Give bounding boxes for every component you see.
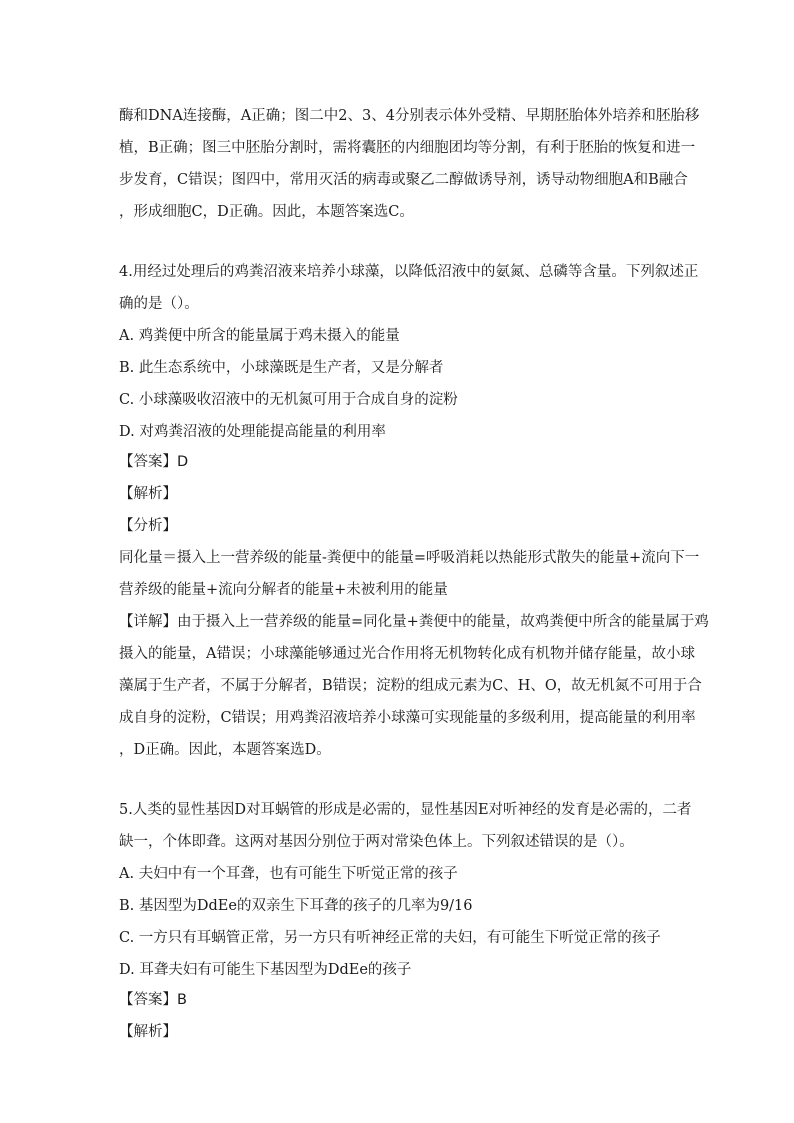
- text-line: 营养级的能量+流向分解者的能量+未被利用的能量: [119, 582, 448, 598]
- text-line: 步发育，C错误；图四中，常用灭活的病毒或聚乙二醇做诱导剂，诱导动物细胞A和B融合: [119, 172, 688, 188]
- question-5-stem-cont: 缺一，个体即聋。这两对基因分别位于两对常染色体上。下列叙述错误的是（）。: [119, 834, 634, 850]
- text-line: 成自身的淀粉，C错误；用鸡粪沼液培养小球藻可实现能量的多级利用，提高能量的利用率: [119, 710, 696, 726]
- text-line: 同化量＝摄入上一营养级的能量-粪便中的能量=呼吸消耗以热能形式散失的能量+流向下一: [119, 550, 700, 566]
- text-line: 摄入的能量，A错误；小球藻能够通过光合作用将无机物转化成有机物并储存能量，故小球: [119, 646, 695, 662]
- question-5-stem: 5.人类的显性基因D对耳蜗管的形成是必需的，显性基因E对听神经的发育是必需的，二者: [119, 802, 692, 818]
- option-d: D. 耳聋夫妇有可能生下基因型为DdEe的孩子: [119, 962, 412, 978]
- text-line: ，形成细胞C，D正确。因此，本题答案选C。: [119, 204, 414, 220]
- detail-line: 【详解】由于摄入上一营养级的能量=同化量+粪便中的能量，故鸡粪便中所含的能量属于鸡: [119, 614, 709, 630]
- fenxi-label: 【分析】: [119, 518, 177, 534]
- option-b: B. 基因型为DdEe的双亲生下耳聋的孩子的几率为9/16: [119, 898, 473, 914]
- answer-label: 【答案】D: [119, 454, 189, 470]
- analysis-label: 【解析】: [119, 486, 177, 502]
- text-line: 植，B正确；图三中胚胎分割时，需将囊胚的内细胞团均等分割，有利于胚胎的恢复和进一: [119, 140, 696, 156]
- option-b: B. 此生态系统中，小球藻既是生产者，又是分解者: [119, 360, 444, 376]
- option-d: D. 对鸡粪沼液的处理能提高能量的利用率: [119, 424, 386, 440]
- option-a: A. 夫妇中有一个耳聋，也有可能生下听觉正常的孩子: [119, 866, 458, 882]
- option-c: C. 小球藻吸收沼液中的无机氮可用于合成自身的淀粉: [119, 392, 458, 408]
- text-line: 酶和DNA连接酶，A正确；图二中2、3、4分别表示体外受精、早期胚胎体外培养和胚胎移: [119, 108, 700, 124]
- question-4-stem: 4.用经过处理后的鸡粪沼液来培养小球藻，以降低沼液中的氨氮、总磷等含量。下列叙述正: [119, 264, 699, 280]
- answer-label: 【答案】B: [119, 992, 187, 1008]
- option-a: A. 鸡粪便中所含的能量属于鸡未摄入的能量: [119, 328, 400, 344]
- text-line: ，D正确。因此，本题答案选D。: [119, 742, 331, 758]
- question-4-stem-cont: 确的是（）。: [119, 296, 199, 312]
- text-line: 藻属于生产者，不属于分解者，B错误；淀粉的组成元素为C、H、O，故无机氮不可用于合: [119, 678, 702, 694]
- analysis-label: 【解析】: [119, 1024, 177, 1040]
- option-c: C. 一方只有耳蜗管正常，另一方只有听神经正常的夫妇，有可能生下听觉正常的孩子: [119, 930, 661, 946]
